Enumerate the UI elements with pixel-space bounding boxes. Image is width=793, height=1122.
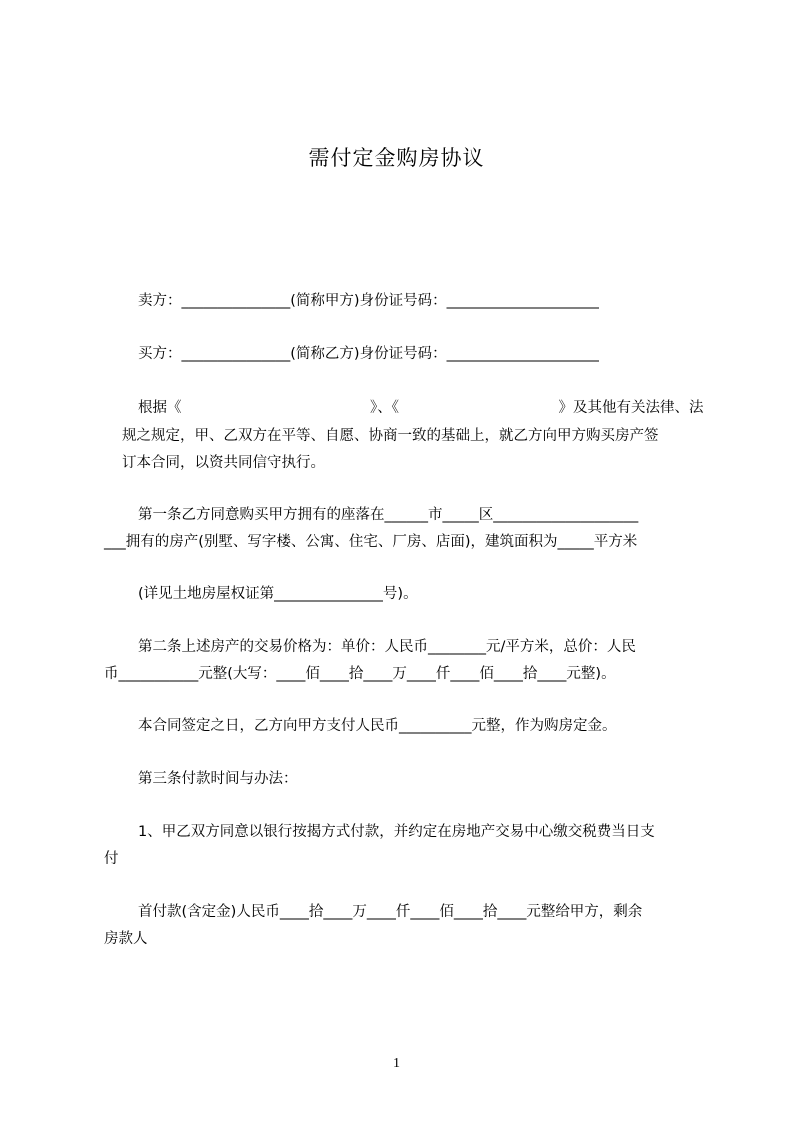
page-number: 1 <box>393 1056 400 1071</box>
article-1-line-1: 第一条乙方同意购买甲方拥有的座落在______市_____区____________________ <box>138 507 639 523</box>
article-2-line-2: 币___________元整(大写：____佰____拾____万____仟____佰____拾____元整)。 <box>104 666 616 682</box>
article-1-line-2: ___拥有的房产(别墅、写字楼、公寓、住宅、厂房、店面)，建筑面积为_____平方米 <box>104 534 638 550</box>
down-payment-line-1: 首付款(含定金)人民币____拾____万____仟____佰____拾____元整给甲方，剩余 <box>138 904 643 920</box>
article-3-heading: 第三条付款时间与办法： <box>138 771 298 787</box>
article-1-line-3: (详见土地房屋权证第_______________号)。 <box>138 586 418 602</box>
article-2-line-1: 第二条上述房产的交易价格为：单价：人民币________元/平方米，总价：人民 <box>138 639 636 655</box>
payment-clause-1-line-2: 付 <box>104 851 119 867</box>
document-title: 需付定金购房协议 <box>308 146 485 170</box>
deposit-line: 本合同签定之日，乙方向甲方支付人民币__________元整，作为购房定金。 <box>138 718 617 734</box>
down-payment-line-2: 房款人 <box>104 931 148 947</box>
paragraph-basis-line-3: 订本合同，以资共同信守执行。 <box>122 455 325 471</box>
seller-line: 卖方：_______________(简称甲方)身份证号码：_____________________ <box>138 293 599 309</box>
payment-clause-1-line-1: 1、甲乙双方同意以银行按揭方式付款，并约定在房地产交易中心缴交税费当日支 <box>138 824 655 840</box>
paragraph-basis-line-1: 根据《 》、《 》及其他有关法律、法 <box>138 400 704 416</box>
paragraph-basis-line-2: 规之规定，甲、乙双方在平等、自愿、协商一致的基础上，就乙方向甲方购买房产签 <box>122 428 659 444</box>
buyer-line: 买方：_______________(简称乙方)身份证号码：_____________________ <box>138 346 599 362</box>
